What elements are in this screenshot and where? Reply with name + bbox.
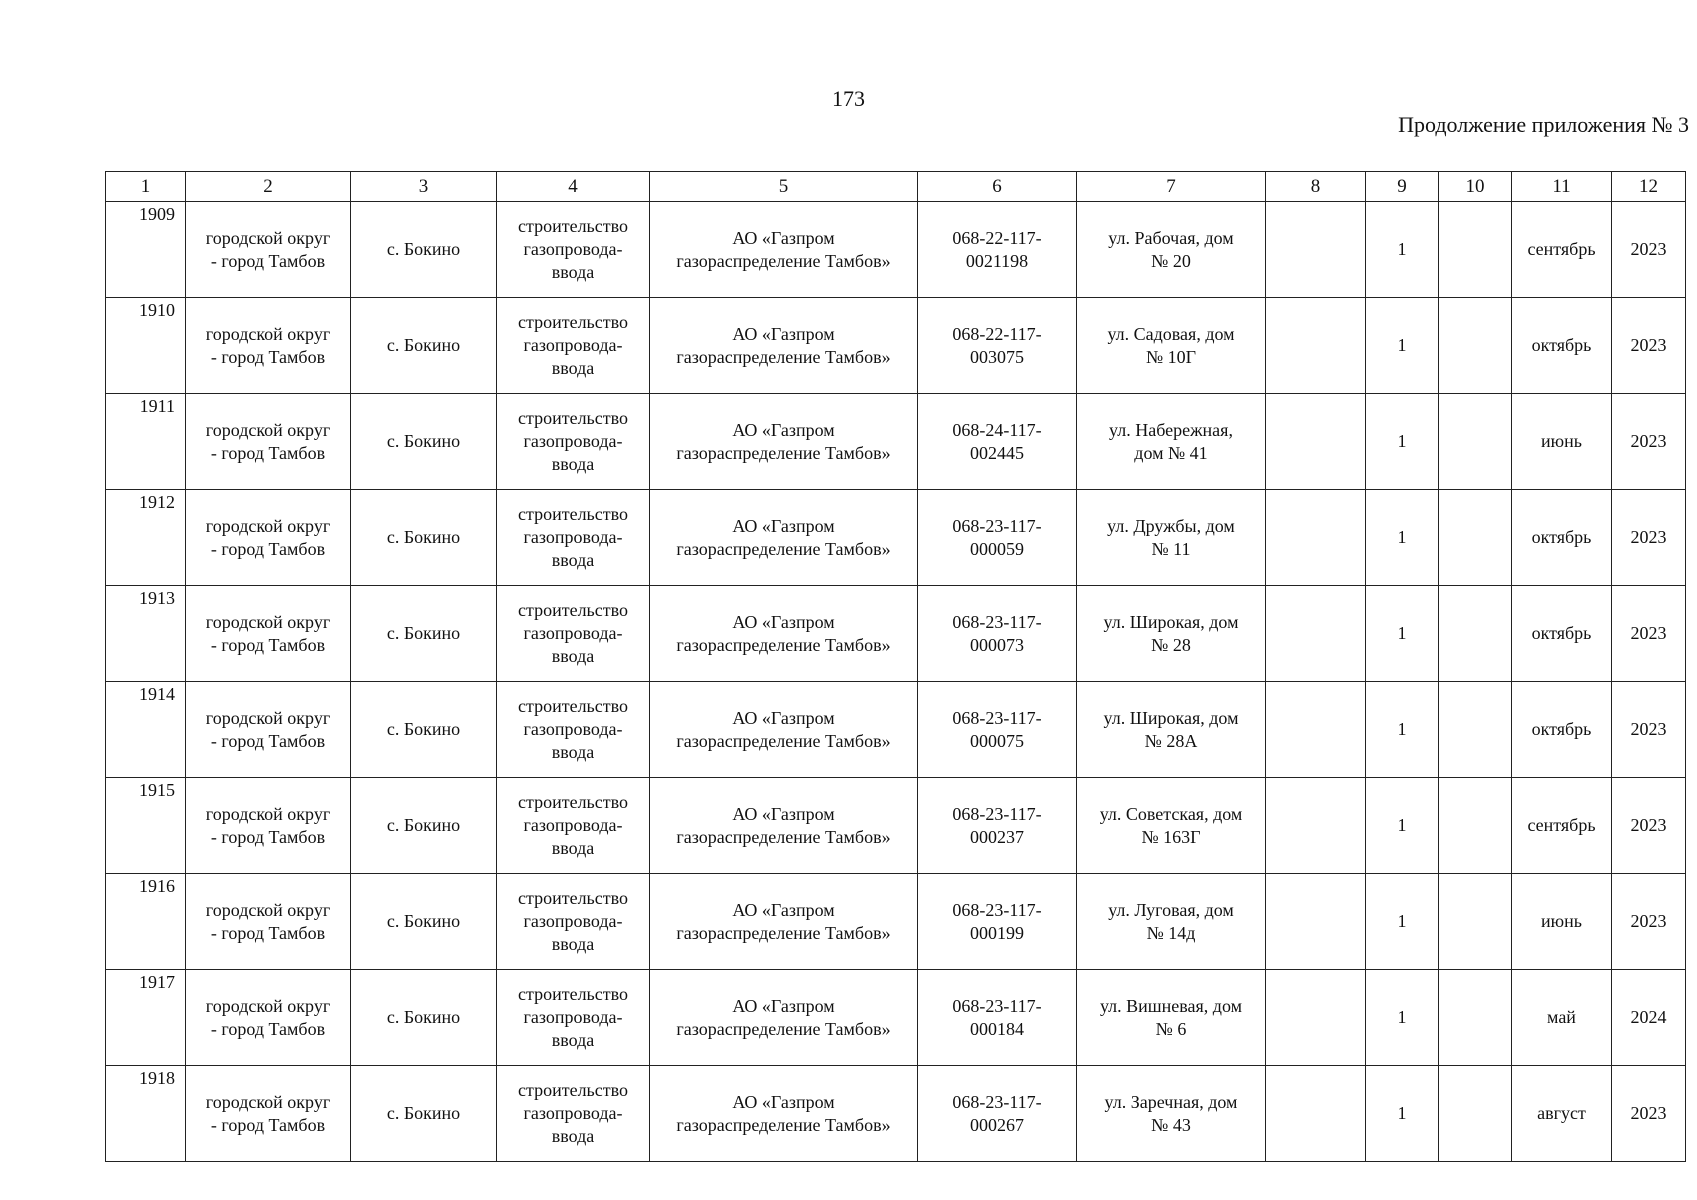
code-cell: 068-23-117- 000184	[918, 970, 1077, 1066]
address-cell: ул. Вишневая, дом № 6	[1077, 970, 1266, 1066]
address-cell: ул. Садовая, дом № 10Г	[1077, 298, 1266, 394]
col8-cell	[1266, 682, 1366, 778]
col8-cell	[1266, 970, 1366, 1066]
locality-cell: с. Бокино	[351, 586, 497, 682]
address-cell: ул. Широкая, дом № 28А	[1077, 682, 1266, 778]
district-cell: городской округ - город Тамбов	[186, 970, 351, 1066]
month-cell: июнь	[1512, 394, 1612, 490]
col-header-5: 5	[650, 172, 918, 202]
organization-cell: АО «Газпром газораспределение Тамбов»	[650, 490, 918, 586]
col-header-9: 9	[1366, 172, 1439, 202]
work-type-cell: строительство газопровода- ввода	[497, 394, 650, 490]
month-cell: октябрь	[1512, 586, 1612, 682]
row-number: 1912	[106, 490, 186, 586]
work-type-cell: строительство газопровода- ввода	[497, 490, 650, 586]
col-header-7: 7	[1077, 172, 1266, 202]
organization-cell: АО «Газпром газораспределение Тамбов»	[650, 202, 918, 298]
month-cell: июнь	[1512, 874, 1612, 970]
table-row	[106, 202, 1686, 298]
quantity-cell: 1	[1366, 778, 1439, 874]
table-row	[106, 970, 1686, 1066]
district-cell: городской округ - город Тамбов	[186, 1066, 351, 1162]
quantity-cell: 1	[1366, 490, 1439, 586]
row-number: 1915	[106, 778, 186, 874]
district-cell: городской округ - город Тамбов	[186, 874, 351, 970]
col-header-12: 12	[1612, 172, 1686, 202]
address-cell: ул. Луговая, дом № 14д	[1077, 874, 1266, 970]
month-cell: октябрь	[1512, 682, 1612, 778]
month-cell: сентябрь	[1512, 778, 1612, 874]
col10-cell	[1439, 586, 1512, 682]
row-number: 1911	[106, 394, 186, 490]
locality-cell: с. Бокино	[351, 874, 497, 970]
col10-cell	[1439, 490, 1512, 586]
month-cell: май	[1512, 970, 1612, 1066]
col8-cell	[1266, 298, 1366, 394]
work-type-cell: строительство газопровода- ввода	[497, 298, 650, 394]
district-cell: городской округ - город Тамбов	[186, 586, 351, 682]
quantity-cell: 1	[1366, 586, 1439, 682]
table-row	[106, 586, 1686, 682]
year-cell: 2023	[1612, 394, 1686, 490]
address-cell: ул. Заречная, дом № 43	[1077, 1066, 1266, 1162]
month-cell: август	[1512, 1066, 1612, 1162]
row-number: 1916	[106, 874, 186, 970]
organization-cell: АО «Газпром газораспределение Тамбов»	[650, 970, 918, 1066]
organization-cell: АО «Газпром газораспределение Тамбов»	[650, 778, 918, 874]
year-cell: 2023	[1612, 586, 1686, 682]
year-cell: 2023	[1612, 778, 1686, 874]
year-cell: 2023	[1612, 202, 1686, 298]
district-cell: городской округ - город Тамбов	[186, 490, 351, 586]
locality-cell: с. Бокино	[351, 202, 497, 298]
organization-cell: АО «Газпром газораспределение Тамбов»	[650, 1066, 918, 1162]
row-number: 1917	[106, 970, 186, 1066]
locality-cell: с. Бокино	[351, 394, 497, 490]
organization-cell: АО «Газпром газораспределение Тамбов»	[650, 682, 918, 778]
address-cell: ул. Набережная, дом № 41	[1077, 394, 1266, 490]
row-number: 1909	[106, 202, 186, 298]
code-cell: 068-23-117- 000267	[918, 1066, 1077, 1162]
col10-cell	[1439, 1066, 1512, 1162]
work-type-cell: строительство газопровода- ввода	[497, 874, 650, 970]
col8-cell	[1266, 394, 1366, 490]
code-cell: 068-23-117- 000199	[918, 874, 1077, 970]
table-row	[106, 874, 1686, 970]
col10-cell	[1439, 394, 1512, 490]
organization-cell: АО «Газпром газораспределение Тамбов»	[650, 298, 918, 394]
month-cell: октябрь	[1512, 490, 1612, 586]
col8-cell	[1266, 586, 1366, 682]
code-cell: 068-23-117- 000237	[918, 778, 1077, 874]
work-type-cell: строительство газопровода- ввода	[497, 970, 650, 1066]
year-cell: 2023	[1612, 298, 1686, 394]
col10-cell	[1439, 970, 1512, 1066]
code-cell: 068-22-117- 0021198	[918, 202, 1077, 298]
table-row	[106, 682, 1686, 778]
work-type-cell: строительство газопровода- ввода	[497, 1066, 650, 1162]
page-number: 173	[832, 86, 865, 111]
appendix-note: Продолжение приложения № 3	[1398, 112, 1689, 137]
col8-cell	[1266, 202, 1366, 298]
work-type-cell: строительство газопровода- ввода	[497, 682, 650, 778]
col8-cell	[1266, 1066, 1366, 1162]
address-cell: ул. Дружбы, дом № 11	[1077, 490, 1266, 586]
table-body	[106, 202, 1686, 1162]
month-cell: сентябрь	[1512, 202, 1612, 298]
col10-cell	[1439, 778, 1512, 874]
table-row	[106, 490, 1686, 586]
year-cell: 2024	[1612, 970, 1686, 1066]
quantity-cell: 1	[1366, 394, 1439, 490]
code-cell: 068-23-117- 000075	[918, 682, 1077, 778]
row-number: 1913	[106, 586, 186, 682]
quantity-cell: 1	[1366, 970, 1439, 1066]
table-row	[106, 298, 1686, 394]
col-header-8: 8	[1266, 172, 1366, 202]
quantity-cell: 1	[1366, 1066, 1439, 1162]
code-cell: 068-23-117- 000059	[918, 490, 1077, 586]
col-header-1: 1	[106, 172, 186, 202]
row-number: 1910	[106, 298, 186, 394]
address-cell: ул. Широкая, дом № 28	[1077, 586, 1266, 682]
locality-cell: с. Бокино	[351, 298, 497, 394]
header-row	[106, 172, 1686, 202]
col-header-4: 4	[497, 172, 650, 202]
code-cell: 068-24-117- 002445	[918, 394, 1077, 490]
table-row	[106, 778, 1686, 874]
year-cell: 2023	[1612, 1066, 1686, 1162]
work-type-cell: строительство газопровода- ввода	[497, 202, 650, 298]
year-cell: 2023	[1612, 682, 1686, 778]
code-cell: 068-23-117- 000073	[918, 586, 1077, 682]
col8-cell	[1266, 874, 1366, 970]
work-type-cell: строительство газопровода- ввода	[497, 778, 650, 874]
col10-cell	[1439, 298, 1512, 394]
col-header-3: 3	[351, 172, 497, 202]
work-type-cell: строительство газопровода- ввода	[497, 586, 650, 682]
locality-cell: с. Бокино	[351, 682, 497, 778]
col-header-11: 11	[1512, 172, 1612, 202]
district-cell: городской округ - город Тамбов	[186, 682, 351, 778]
address-cell: ул. Рабочая, дом № 20	[1077, 202, 1266, 298]
month-cell: октябрь	[1512, 298, 1612, 394]
locality-cell: с. Бокино	[351, 778, 497, 874]
district-cell: городской округ - город Тамбов	[186, 298, 351, 394]
locality-cell: с. Бокино	[351, 1066, 497, 1162]
locality-cell: с. Бокино	[351, 490, 497, 586]
col10-cell	[1439, 874, 1512, 970]
row-number: 1914	[106, 682, 186, 778]
locality-cell: с. Бокино	[351, 970, 497, 1066]
table-row	[106, 1066, 1686, 1162]
col-header-6: 6	[918, 172, 1077, 202]
quantity-cell: 1	[1366, 202, 1439, 298]
district-cell: городской округ - город Тамбов	[186, 202, 351, 298]
col-header-10: 10	[1439, 172, 1512, 202]
organization-cell: АО «Газпром газораспределение Тамбов»	[650, 874, 918, 970]
address-cell: ул. Советская, дом № 163Г	[1077, 778, 1266, 874]
code-cell: 068-22-117- 003075	[918, 298, 1077, 394]
col8-cell	[1266, 778, 1366, 874]
quantity-cell: 1	[1366, 298, 1439, 394]
organization-cell: АО «Газпром газораспределение Тамбов»	[650, 586, 918, 682]
col10-cell	[1439, 202, 1512, 298]
year-cell: 2023	[1612, 874, 1686, 970]
quantity-cell: 1	[1366, 682, 1439, 778]
district-cell: городской округ - город Тамбов	[186, 778, 351, 874]
col8-cell	[1266, 490, 1366, 586]
district-cell: городской округ - город Тамбов	[186, 394, 351, 490]
organization-cell: АО «Газпром газораспределение Тамбов»	[650, 394, 918, 490]
register-table	[105, 171, 1686, 1162]
year-cell: 2023	[1612, 490, 1686, 586]
col-header-2: 2	[186, 172, 351, 202]
quantity-cell: 1	[1366, 874, 1439, 970]
col10-cell	[1439, 682, 1512, 778]
row-number: 1918	[106, 1066, 186, 1162]
table-row	[106, 394, 1686, 490]
